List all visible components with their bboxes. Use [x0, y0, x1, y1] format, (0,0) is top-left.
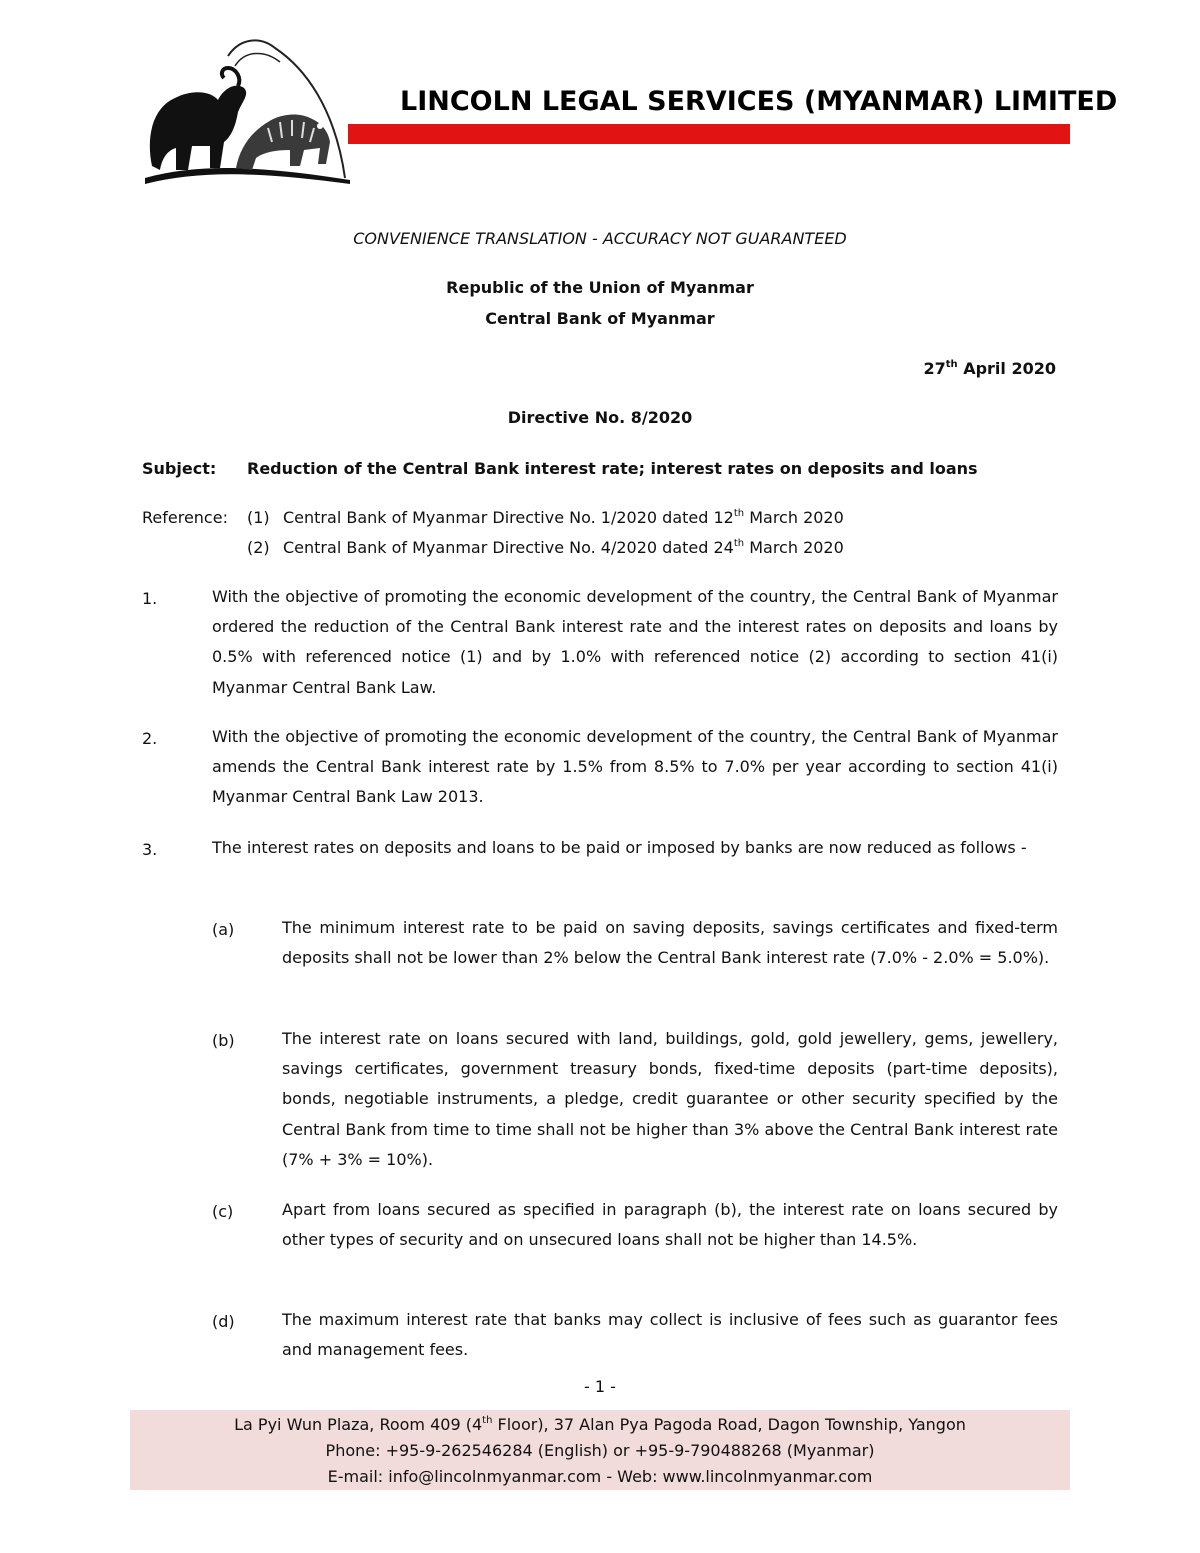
- reference-date: March 2020: [744, 538, 844, 557]
- subparagraph-label: (d): [212, 1312, 235, 1331]
- date-month-year: April 2020: [957, 359, 1056, 378]
- company-name: LINCOLN LEGAL SERVICES (MYANMAR) LIMITED: [400, 86, 1118, 117]
- subparagraph-text: The interest rate on loans secured with land, buildings, gold, gold jewellery, gems, jewellery, savings certificates, government treasury bonds, fixed-time deposits (part-time deposits), bonds, negotiable instruments, a pledge, credit guarantee or other security specified by the Central Bank from time to time shall not be higher than 3% above the Central Bank interest rate (7% + 3% = 10%).: [282, 1029, 1058, 1169]
- reference-number: (2): [247, 538, 270, 557]
- reference-item: [247, 508, 844, 527]
- directive-title: Directive No. 8/2020: [507, 408, 693, 427]
- subject-label: Subject:: [142, 459, 217, 478]
- header-red-bar: [348, 124, 1070, 144]
- subparagraph-label: (b): [212, 1031, 235, 1050]
- paragraph-number: 3.: [142, 840, 158, 859]
- paragraph-text: With the objective of promoting the economic development of the country, the Central Bank of Myanmar ordered the reduction of the Central Bank interest rate and the interest rates on deposits and loans by 0.5% with referenced notice (1) and by 1.0% with referenced notice (2) according to section 41(i) Myanmar Central Bank Law.: [212, 587, 1058, 697]
- reference-number: (1): [247, 508, 270, 527]
- reference-date: March 2020: [744, 508, 844, 527]
- reference-text: Central Bank of Myanmar Directive No. 1/2020 dated 12: [283, 508, 734, 527]
- company-logo: [140, 38, 355, 188]
- footer-phone: Phone: +95-9-262546284 (English) or +95-9-790488268 (Myanmar): [325, 1441, 875, 1460]
- footer-address-sup: th: [482, 1415, 493, 1426]
- paragraph-number: 2.: [142, 729, 158, 748]
- subparagraph-text: Apart from loans secured as specified in paragraph (b), the interest rate on loans secured by other types of security and on unsecured loans shall not be higher than 14.5%.: [282, 1200, 1058, 1250]
- subparagraph-label: (c): [212, 1202, 234, 1221]
- paragraph-text: With the objective of promoting the economic development of the country, the Central Bank of Myanmar amends the Central Bank interest rate by 1.5% from 8.5% to 7.0% per year according to section 41(i) Myanmar Central Bank Law 2013.: [212, 727, 1058, 807]
- footer-address-end: Floor), 37 Alan Pya Pagoda Road, Dagon Township, Yangon: [492, 1415, 966, 1434]
- issuer-country: Republic of the Union of Myanmar: [446, 278, 754, 297]
- reference-item: [247, 538, 844, 557]
- reference-label: Reference:: [142, 508, 228, 527]
- translation-disclaimer: CONVENIENCE TRANSLATION - ACCURACY NOT GUARANTEED: [353, 229, 847, 248]
- paragraph-number: 1.: [142, 589, 158, 608]
- paragraph-text: The interest rates on deposits and loans to be paid or imposed by banks are now reduced as follows -: [212, 838, 1027, 857]
- subject-text: Reduction of the Central Bank interest rate; interest rates on deposits and loans: [247, 459, 978, 478]
- footer-email-web: E-mail: info@lincolnmyanmar.com - Web: www.lincolnmyanmar.com: [327, 1467, 873, 1486]
- date-day: 27: [923, 359, 946, 378]
- document-date: [923, 359, 1056, 378]
- page-number: - 1 -: [584, 1377, 616, 1396]
- subparagraph-text: The maximum interest rate that banks may collect is inclusive of fees such as guarantor fees and management fees.: [282, 1310, 1058, 1360]
- subparagraph-text: The minimum interest rate to be paid on saving deposits, savings certificates and fixed-term deposits shall not be lower than 2% below the Central Bank interest rate (7.0% - 2.0% = 5.0%).: [282, 918, 1058, 968]
- footer-contact-box: [130, 1410, 1070, 1490]
- footer-address-start: La Pyi Wun Plaza, Room 409 (4: [234, 1415, 483, 1434]
- reference-text: Central Bank of Myanmar Directive No. 4/2020 dated 24: [283, 538, 734, 557]
- footer-address: [130, 1412, 1070, 1438]
- subparagraph-label: (a): [212, 920, 235, 939]
- date-suffix: th: [945, 359, 958, 370]
- issuer-bank: Central Bank of Myanmar: [485, 309, 715, 328]
- reference-sup: th: [733, 508, 745, 519]
- reference-sup: th: [733, 538, 745, 549]
